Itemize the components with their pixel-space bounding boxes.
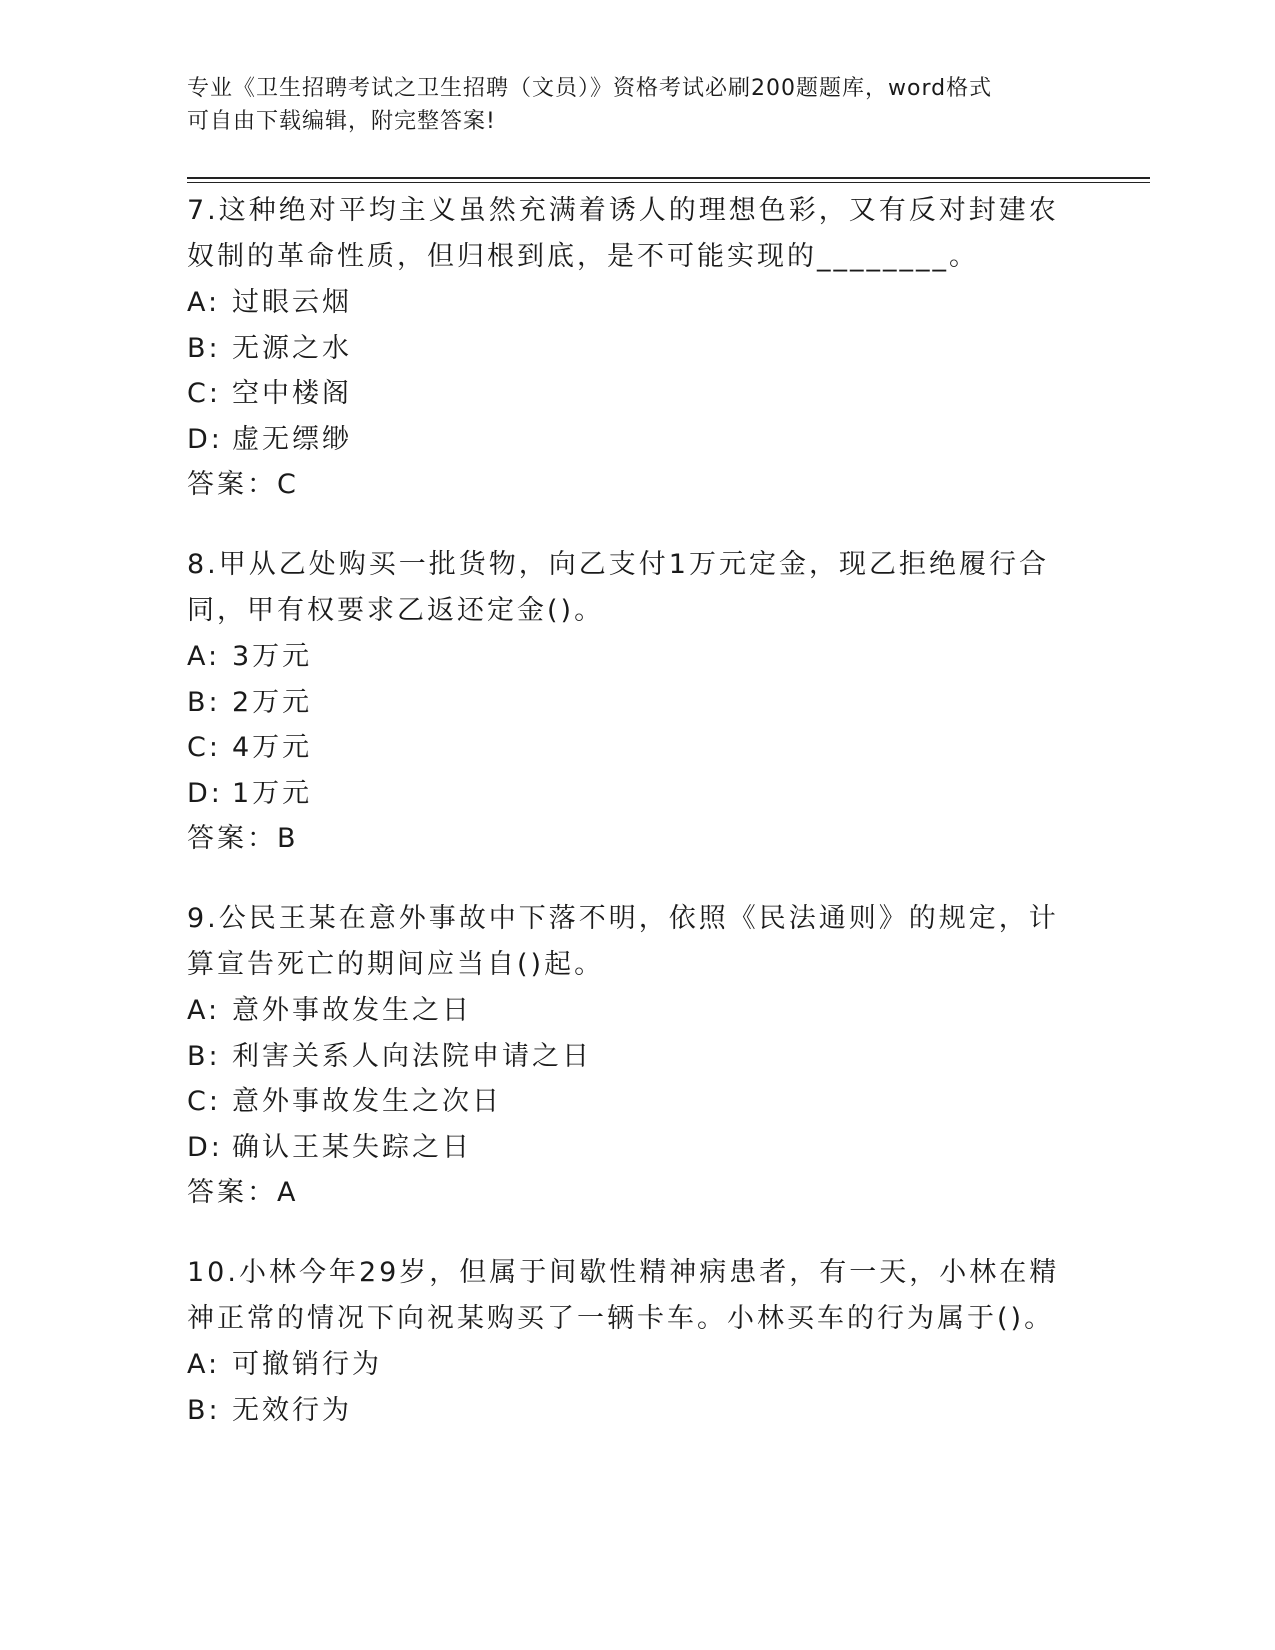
option-letter: C: xyxy=(187,732,221,763)
option-a xyxy=(187,280,1067,326)
option-c xyxy=(187,371,1067,417)
option-letter: C: xyxy=(187,1086,221,1117)
option-letter: D: xyxy=(187,777,223,809)
answer-label: 答案： xyxy=(187,469,277,500)
header-divider-thin xyxy=(187,182,1150,183)
document-header xyxy=(187,72,1067,138)
answer-value: A xyxy=(277,1177,297,1208)
option-letter: C: xyxy=(187,378,221,409)
answer-line xyxy=(187,462,1067,508)
option-a xyxy=(187,634,1067,680)
option-letter: A: xyxy=(187,641,221,672)
option-letter: B: xyxy=(187,686,221,718)
option-letter: A: xyxy=(187,1349,221,1380)
option-c xyxy=(187,725,1067,771)
question-9 xyxy=(187,896,1067,1216)
question-8 xyxy=(187,542,1067,862)
option-text: 意外事故发生之日 xyxy=(232,995,472,1026)
header-line-2: 可自由下载编辑，附完整答案! xyxy=(187,109,496,134)
option-letter: D: xyxy=(187,423,223,455)
option-d xyxy=(187,1125,1067,1171)
answer-label: 答案： xyxy=(187,823,277,854)
question-stem: 8.甲从乙处购买一批货物，向乙支付1万元定金，现乙拒绝履行合同，甲有权要求乙返还定金()。 xyxy=(187,549,1049,626)
question-stem: 10.小林今年29岁，但属于间歇性精神病患者，有一天，小林在精神正常的情况下向祝某购买了一辆卡车。小林买车的行为属于()。 xyxy=(187,1257,1060,1334)
option-text: 无源之水 xyxy=(232,332,352,364)
option-text: 可撤销行为 xyxy=(232,1349,382,1380)
option-c xyxy=(187,1079,1067,1125)
option-letter: B: xyxy=(187,332,221,364)
option-list xyxy=(187,1342,1067,1433)
option-b xyxy=(187,680,1067,726)
answer-line xyxy=(187,816,1067,862)
answer-value: B xyxy=(277,823,297,854)
option-a xyxy=(187,988,1067,1034)
option-b xyxy=(187,1034,1067,1080)
header-line-1: 专业《卫生招聘考试之卫生招聘（文员）》资格考试必刷200题题库，word格式 xyxy=(187,76,993,101)
option-letter: A: xyxy=(187,287,221,318)
option-letter: A: xyxy=(187,995,221,1026)
option-list xyxy=(187,634,1067,816)
option-d xyxy=(187,771,1067,817)
option-letter: B: xyxy=(187,1040,221,1072)
option-list xyxy=(187,988,1067,1170)
question-list xyxy=(187,188,1067,1467)
option-text: 确认王某失踪之日 xyxy=(232,1131,472,1163)
option-text: 2万元 xyxy=(232,686,313,718)
option-text: 空中楼阁 xyxy=(232,378,352,409)
option-a xyxy=(187,1342,1067,1388)
option-text: 过眼云烟 xyxy=(232,287,352,318)
option-text: 4万元 xyxy=(232,732,313,763)
header-divider-thick xyxy=(187,177,1150,179)
question-7 xyxy=(187,188,1067,508)
option-text: 意外事故发生之次日 xyxy=(232,1086,502,1117)
option-text: 虚无缥缈 xyxy=(232,423,352,455)
option-letter: B: xyxy=(187,1394,221,1426)
option-list xyxy=(187,280,1067,462)
option-d xyxy=(187,417,1067,463)
option-text: 3万元 xyxy=(232,641,313,672)
question-stem: 9.公民王某在意外事故中下落不明，依照《民法通则》的规定，计算宣告死亡的期间应当自()起。 xyxy=(187,903,1059,980)
option-text: 利害关系人向法院申请之日 xyxy=(232,1040,592,1072)
answer-label: 答案： xyxy=(187,1177,277,1208)
option-b xyxy=(187,1388,1067,1434)
answer-line xyxy=(187,1170,1067,1216)
answer-value: C xyxy=(277,469,297,500)
option-text: 无效行为 xyxy=(232,1394,352,1426)
option-text: 1万元 xyxy=(232,777,313,809)
option-b xyxy=(187,326,1067,372)
question-stem: 7.这种绝对平均主义虽然充满着诱人的理想色彩，又有反对封建农奴制的革命性质，但归根到底，是不可能实现的________。 xyxy=(187,195,1059,272)
option-letter: D: xyxy=(187,1131,223,1163)
question-10 xyxy=(187,1250,1067,1433)
